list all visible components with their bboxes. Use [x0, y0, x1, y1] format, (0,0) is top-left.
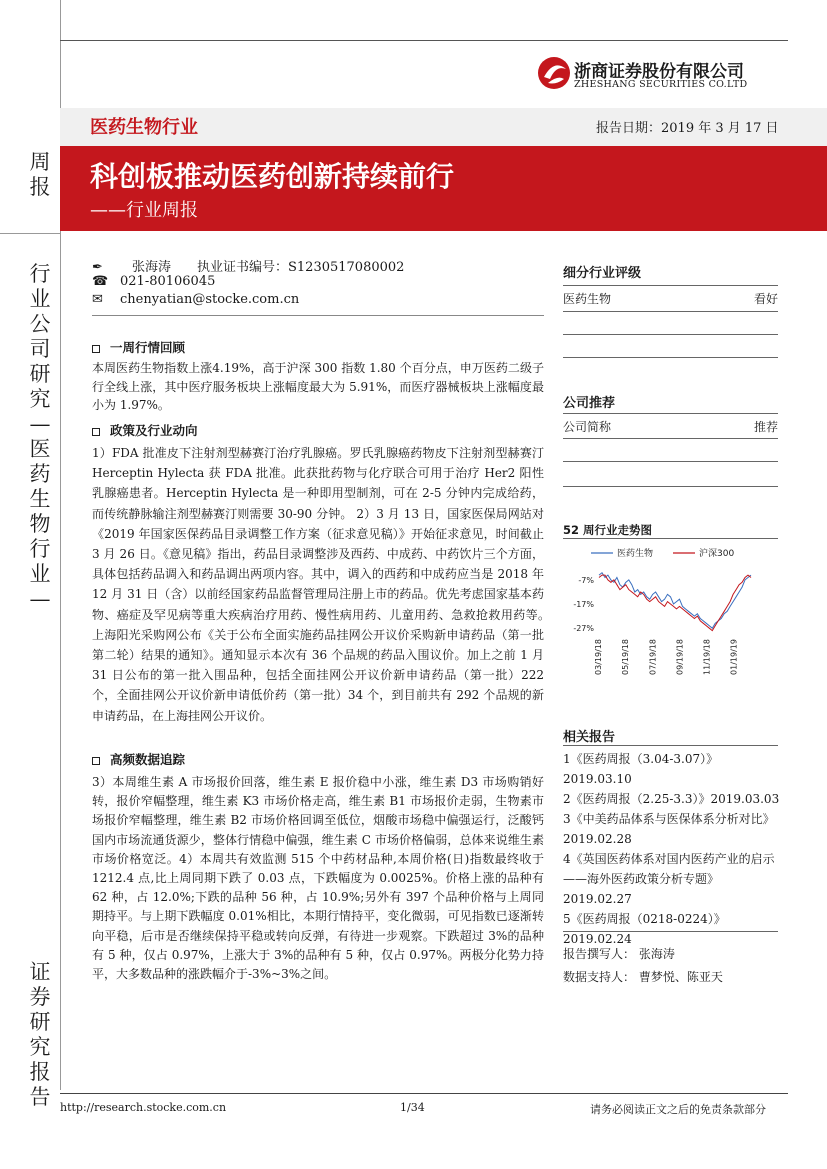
- left-top-rule: [0, 233, 60, 234]
- section-body-policy: 1）FDA 批准皮下注射剂型赫赛汀治疗乳腺癌。罗氏乳腺癌药物皮下注射剂型赫赛汀 Herceptin Hylecta 获 FDA 批准。此获批药物与化疗联合可用于治疗 Her2 阳性乳腺癌患者。Herceptin Hylecta 是一种即用型制剂，可在 2-5 分钟内完成给药，而传统静脉输注剂型赫赛汀则需要 30-90 分钟。 2）3 月 13 日，国家医保局网站对《2019 年国家医保药品目录调整工作方案（征求意见稿）》开始征求意见，时间截止 3 月 26 日。《意见稿》指出，药品目录调整涉及西药、中成药、中药饮片三个方面，具体包括药品调入和药品调出两项内容。其中，调入的西药和中成药应当是 2018 年 12 月 31 日（含）以前经国家药品监督管理局注册上市的药品。优先考虑国家基本药物、癌症及罕见病等重大疾病治疗用药、慢性病用药、儿童用药、急救抢救用药等。 上海阳光采购网公布《关于公布全面实施药品挂网公开议价采购新申请药品（第一批第二轮）结果的通知》。通知显示本次有 36 个品规的药品入围议价。加上之前 1 月 31 日公布的第一批入围品种，包括全面挂网公开议价新申请药品（第一批）222 个，全面挂网公开议价新申请低价药（第一批）34 个，到目前共有 292 个品规的新申请药品，在上海挂网公开议价。: [92, 446, 557, 723]
- x-tick-label: 05/19/18: [621, 639, 631, 675]
- industry-label: 医药生物行业: [90, 117, 198, 138]
- rating-row: [563, 290, 778, 307]
- sidebar-char: 告: [29, 1085, 51, 1109]
- sidebar-char: 行: [29, 262, 51, 286]
- report-writer: 报告撰写人： 张海涛: [563, 947, 675, 961]
- recommend-header-row: [563, 418, 778, 435]
- sidebar-char: 医: [29, 437, 51, 461]
- trend-chart-svg: [563, 543, 778, 693]
- sidebar-char: 司: [29, 337, 51, 361]
- legend-label: 医药生物: [617, 549, 654, 559]
- related-item[interactable]: 1《医药周报（3.04-3.07）》2019.03.10: [563, 752, 719, 786]
- rating-value: 看好: [753, 292, 778, 306]
- x-tick-label: 07/19/18: [648, 639, 658, 675]
- x-tick-label: 03/19/18: [594, 639, 603, 675]
- sidebar-char: 究: [29, 387, 51, 411]
- bullet-icon: [92, 345, 100, 353]
- sidebar-char: 业: [29, 287, 51, 311]
- related-item[interactable]: 3《中美药品体系与医保体系分析对比》2019.02.28: [563, 812, 775, 846]
- phone-row: [92, 274, 215, 289]
- sidebar-industry-label: [18, 262, 62, 612]
- x-tick-label: 09/19/18: [675, 639, 685, 675]
- related-item[interactable]: 4《英国医药体系对国内医药产业的启示——海外医药政策分析专题》2019.02.27: [563, 852, 775, 906]
- sidebar-char: 研: [29, 1010, 51, 1034]
- rating-row-line: [563, 334, 778, 335]
- sidebar-char: —: [29, 587, 51, 611]
- sidebar-char: 券: [29, 985, 51, 1009]
- section-heading-policy: 政策及行业动向: [92, 421, 198, 439]
- section-heading-data: 高频数据追踪: [92, 750, 185, 768]
- chart-heading: 52 周行业走势图: [563, 523, 653, 537]
- page-title: 科创板推动医药创新持续前行: [90, 160, 455, 193]
- y-tick-label: -27%: [573, 624, 594, 634]
- disclaimer-note: 请务必阅读正文之后的免责条款部分: [590, 1103, 766, 1116]
- pen-icon: ✒: [92, 260, 103, 275]
- x-tick-label: 11/19/18: [702, 639, 712, 675]
- sidebar-char: 物: [29, 512, 51, 536]
- chart-divider: [563, 538, 778, 539]
- company-name-en: ZHESHANG SECURITIES CO.LTD: [574, 79, 748, 90]
- author-email[interactable]: chenyatian@stocke.com.cn: [120, 292, 300, 307]
- sidebar-char: 报: [29, 1060, 51, 1084]
- logo-icon: [536, 55, 576, 91]
- sidebar-char: —: [29, 412, 51, 436]
- report-date: 报告日期：2019 年 3 月 17 日: [596, 121, 779, 136]
- bullet-icon: [92, 428, 100, 436]
- recommend-row-line: [563, 461, 778, 462]
- related-heading: 相关报告: [563, 730, 616, 745]
- recommend-col-name: 公司简称: [563, 420, 612, 434]
- trend-chart: [563, 543, 778, 693]
- sidebar-char: 生: [29, 487, 51, 511]
- sidebar-char: 周: [29, 150, 51, 174]
- author-name: 张海涛 执业证书编号：S1230517080002: [132, 260, 405, 275]
- author-phone: 021-80106045: [120, 274, 216, 289]
- footer-url[interactable]: http://research.stocke.com.cn: [60, 1101, 227, 1114]
- sidebar-char: 究: [29, 1035, 51, 1059]
- recommend-heading: 公司推荐: [563, 396, 616, 411]
- rating-sector: 医药生物: [563, 292, 612, 306]
- section-body-market: 本周医药生物指数上涨4.19%，高于沪深 300 指数 1.80 个百分点，申万医药二级子行全线上涨，其中医疗服务板块上涨幅度最大为 5.91%，而医疗器械板块上涨幅度最小为 1.97%。: [92, 361, 544, 412]
- related-list: [563, 749, 783, 949]
- sidebar-char: 行: [29, 537, 51, 561]
- footer-rule: [60, 1093, 788, 1094]
- related-divider: [563, 745, 778, 746]
- sidebar-char: 药: [29, 462, 51, 486]
- rating-row-line: [563, 357, 778, 358]
- company-name-cn: 浙商证券股份有限公司: [574, 62, 744, 82]
- x-tick-label: 01/19/19: [729, 639, 739, 675]
- email-row: [92, 292, 299, 307]
- series-line-pharma: [599, 573, 751, 629]
- sidebar-char: 报: [29, 175, 51, 199]
- rating-divider: [563, 285, 778, 286]
- author-row: [92, 256, 404, 275]
- rating-heading: 细分行业评级: [563, 266, 642, 281]
- related-end-line: [563, 931, 778, 932]
- phone-icon: ☎: [92, 274, 109, 289]
- top-rule: [60, 40, 788, 41]
- sidebar-char: 业: [29, 562, 51, 586]
- sidebar-weekly-label: [18, 150, 62, 200]
- rating-row-line: [563, 311, 778, 312]
- sidebar-research-label: [18, 960, 62, 1110]
- page-number: 1/34: [400, 1101, 425, 1114]
- related-item[interactable]: 2《医药周报（2.25-3.3）》2019.03.03: [563, 792, 780, 806]
- section-body-data: 3）本周维生素 A 市场报价回落，维生素 E 报价稳中小涨，维生素 D3 市场购销好转，报价窄幅整理，维生素 K3 市场价格走高，维生素 B1 市场报价走弱，生物素市场报价窄幅整理，维生素 B2 市场价格回调至低位，烟酸市场稳中偏强运行，泛酸钙国内市场流通货源少，整体行情稳中偏强，维生素 C 市场价格偏弱，总体来说维生素市场价格宽泛。4）本周共有效监测 515 个中药材品种,本周价格(日)指数最终收于 1212.4 点,比上周同期下跌了 0.03 点，下跌幅度为 0.0025%。价格上涨的品种有 62 种，占 12.0%;下跌的品种 56 种，占 10.9%;另外有 397 个品种价格与上周同期持平。与上期下跌幅度 0.01%相比，本期行情持平，变化微弱，可见指数已逐渐转向平稳，后市是否继续保持平稳或转向反弹，有待进一步观察。下跌超过 3%的品种有 5 种，仅占 0.97%，上涨大于 3%的品种有 5 种，仅占 0.97%。两极分化势力持平，大多数品种的涨跌幅介于-3%~3%之间。: [92, 775, 544, 982]
- sidebar-char: 证: [29, 960, 51, 984]
- sidebar-char: 公: [29, 312, 51, 336]
- data-supporters: 数据支持人： 曹梦悦、陈亚天: [563, 970, 723, 984]
- recommend-col-value: 推荐: [753, 420, 778, 434]
- sidebar-char: 研: [29, 362, 51, 386]
- y-tick-label: -7%: [578, 575, 594, 585]
- related-item[interactable]: 5《医药周报（0218-0224）》2019.02.24: [563, 912, 726, 946]
- page-subtitle: ——行业周报: [90, 200, 198, 221]
- section-heading-market: 一周行情回顾: [92, 338, 185, 356]
- recommend-row-line: [563, 438, 778, 439]
- mail-icon: ✉: [92, 292, 103, 307]
- bullet-icon: [92, 757, 100, 765]
- legend-label: 沪深300: [699, 549, 735, 559]
- author-divider: [92, 315, 544, 316]
- y-tick-label: -17%: [573, 600, 594, 610]
- recommend-divider: [563, 413, 778, 414]
- recommend-row-line: [563, 486, 778, 487]
